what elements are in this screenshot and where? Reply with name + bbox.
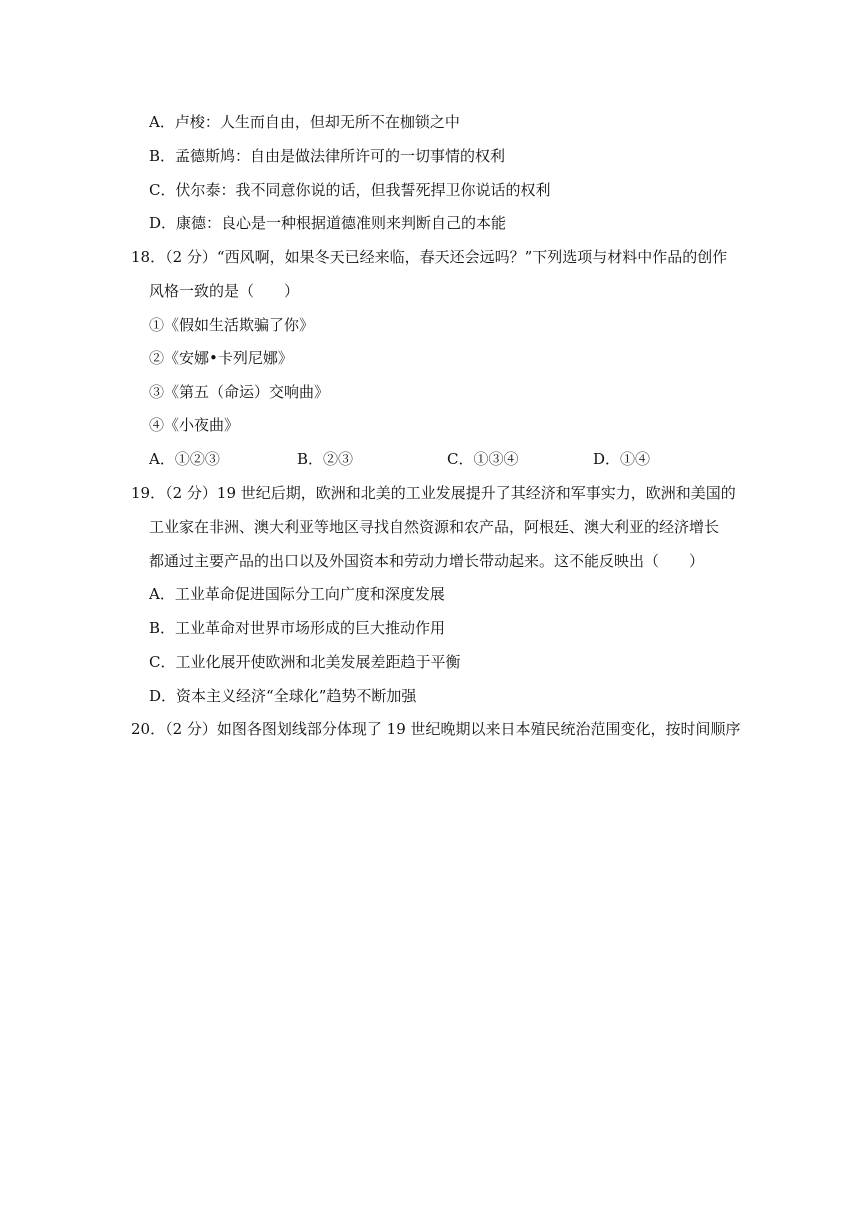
q18-option-d: D．①④ [593,450,651,468]
q18-option-a: A．①②③ [149,450,220,468]
q18-stem-line1: 18．（2 分）“西风啊，如果冬天已经来临，春天还会远吗？”下列选项与材料中作品的创作 [131,248,728,266]
q19-stem-line1: 19．（2 分）19 世纪后期，欧洲和北美的工业发展提升了其经济和军事实力，欧洲和美国的 [131,484,736,502]
q19-option-c: C．工业化展开使欧洲和北美发展差距趋于平衡 [149,653,461,671]
q18-item-3: ③《第五（命运）交响曲》 [149,383,330,401]
q18-item-2: ②《安娜•卡列尼娜》 [149,349,293,367]
q18-option-c: C．①③④ [447,450,519,468]
q17-option-c: C．伏尔泰：我不同意你说的话，但我誓死捍卫你说话的权利 [149,181,551,199]
q19-option-b: B．工业革命对世界市场形成的巨大推动作用 [149,619,446,637]
q18-stem-line2: 风格一致的是（ ） [149,282,300,300]
q17-option-b: B．孟德斯鸠：自由是做法律所许可的一切事情的权利 [149,147,506,165]
q18-item-4: ④《小夜曲》 [149,416,240,434]
q19-stem-line2: 工业家在非洲、澳大利亚等地区寻找自然资源和农产品，阿根廷、澳大利亚的经济增长 [149,518,720,536]
q18-option-b: B．②③ [297,450,354,468]
q18-options-row [149,449,709,469]
q19-option-d: D．资本主义经济“全球化”趋势不断加强 [149,687,417,705]
q17-option-d: D．康德：良心是一种根据道德准则来判断自己的本能 [149,214,507,232]
q20-stem-line1: 20．（2 分）如图各图划线部分体现了 19 世纪晚期以来日本殖民统治范围变化，按时间顺序 [131,720,741,738]
q19-stem-line3: 都通过主要产品的出口以及外国资本和劳动力增长带动起来。这不能反映出（ ） [149,552,705,570]
q19-option-a: A．工业革命促进国际分工向广度和深度发展 [149,585,445,603]
q17-option-a: A．卢梭：人生而自由，但却无所不在枷锁之中 [149,113,460,131]
q18-item-1: ①《假如生活欺骗了你》 [149,316,315,334]
